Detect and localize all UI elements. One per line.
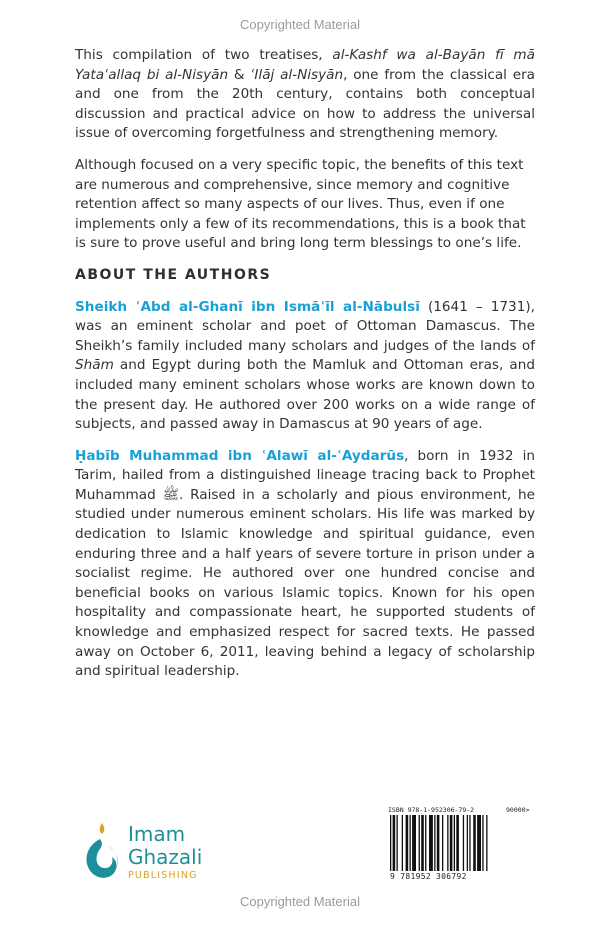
author-name-1: Sheikh ʿAbd al-Ghanī ibn Ismāʿīl al-Nābulsī xyxy=(75,298,420,315)
description-paragraph-1: This compilation of two treatises, al-Kashf wa al-Bayān fī mā Yataʿallaq bi al-Nisyān & ʿIlāj al-Nisyān, one from the classical era and one from the 20th century, contains both conceptual discussion and practical advice on how to address the universal issue of overcoming forgetfulness and strengthening memory. xyxy=(75,47,535,142)
price-code: 90000> xyxy=(506,806,530,814)
section-heading: ABOUT THE AUTHORS xyxy=(75,266,272,283)
flame-logo-icon xyxy=(80,819,124,885)
watermark-bottom: Copyrighted Material xyxy=(240,894,360,909)
publisher-logo xyxy=(80,819,240,885)
author-name-2: Ḥabīb Muhammad ibn ʿAlawī al-ʿAydarūs xyxy=(75,447,405,464)
isbn-barcode xyxy=(388,806,530,882)
author-bio-1: Sheikh ʿAbd al-Ghanī ibn Ismāʿīl al-Nābulsī (1641 – 1731), was an eminent scholar and poet of Ottoman Damascus. The Sheikh’s family included many scholars and judges of the lands of Shām and Egypt during both the Mamluk and Ottoman eras, and included many eminent scholars whose works are known down to the present day. He authored over 200 works on a wide range of subjects, and passed away in Damascus at 90 years of age. xyxy=(75,298,535,433)
treatise-title-2: ʿIlāj al-Nisyān xyxy=(250,66,344,83)
barcode-bars xyxy=(390,815,518,871)
barcode-digits: 9 781952 306792 xyxy=(390,872,467,881)
treatise-title-1: al-Kashf wa al-Bayān fī mā Yataʿallaq bi al-Nisyān xyxy=(75,47,535,83)
place-name: Shām xyxy=(75,357,114,374)
description-paragraph-2: Although focused on a very specific topic, the benefits of this text are numerous and comprehensive, since memory and cognitive retention affect so many aspects of our lives. Thus, even if one implements only a few of its recommendations, this is a book that is sure to prove useful and bring long term blessings to one’s life. xyxy=(75,156,526,252)
isbn-label: ISBN 978-1-952306-79-2 xyxy=(388,806,475,814)
author-bio-2: Ḥabīb Muhammad ibn ʿAlawī al-ʿAydarūs, born in 1932 in Tarim, hailed from a distinguished lineage tracing back to Prophet Muhammad ﷺ. Raised in a scholarly and pious environment, he studied under numerous eminent scholars. His life was marked by dedication to Islamic knowledge and spiritual guidance, even enduring three and a half years of severe torture in prison under a socialist regime. He authored over one hundred concise and beneficial books on various Islamic topics. Known for his open hospitality and compassionate heart, he supported students of knowledge and emphasized respect for sacred texts. He passed away on October 6, 2011, leaving behind a legacy of scholarship and spiritual leadership. xyxy=(75,447,535,680)
back-cover-text xyxy=(75,46,535,694)
watermark-top: Copyrighted Material xyxy=(240,17,360,32)
logo-wordmark: Imam Ghazali PUBLISHING xyxy=(128,822,203,881)
